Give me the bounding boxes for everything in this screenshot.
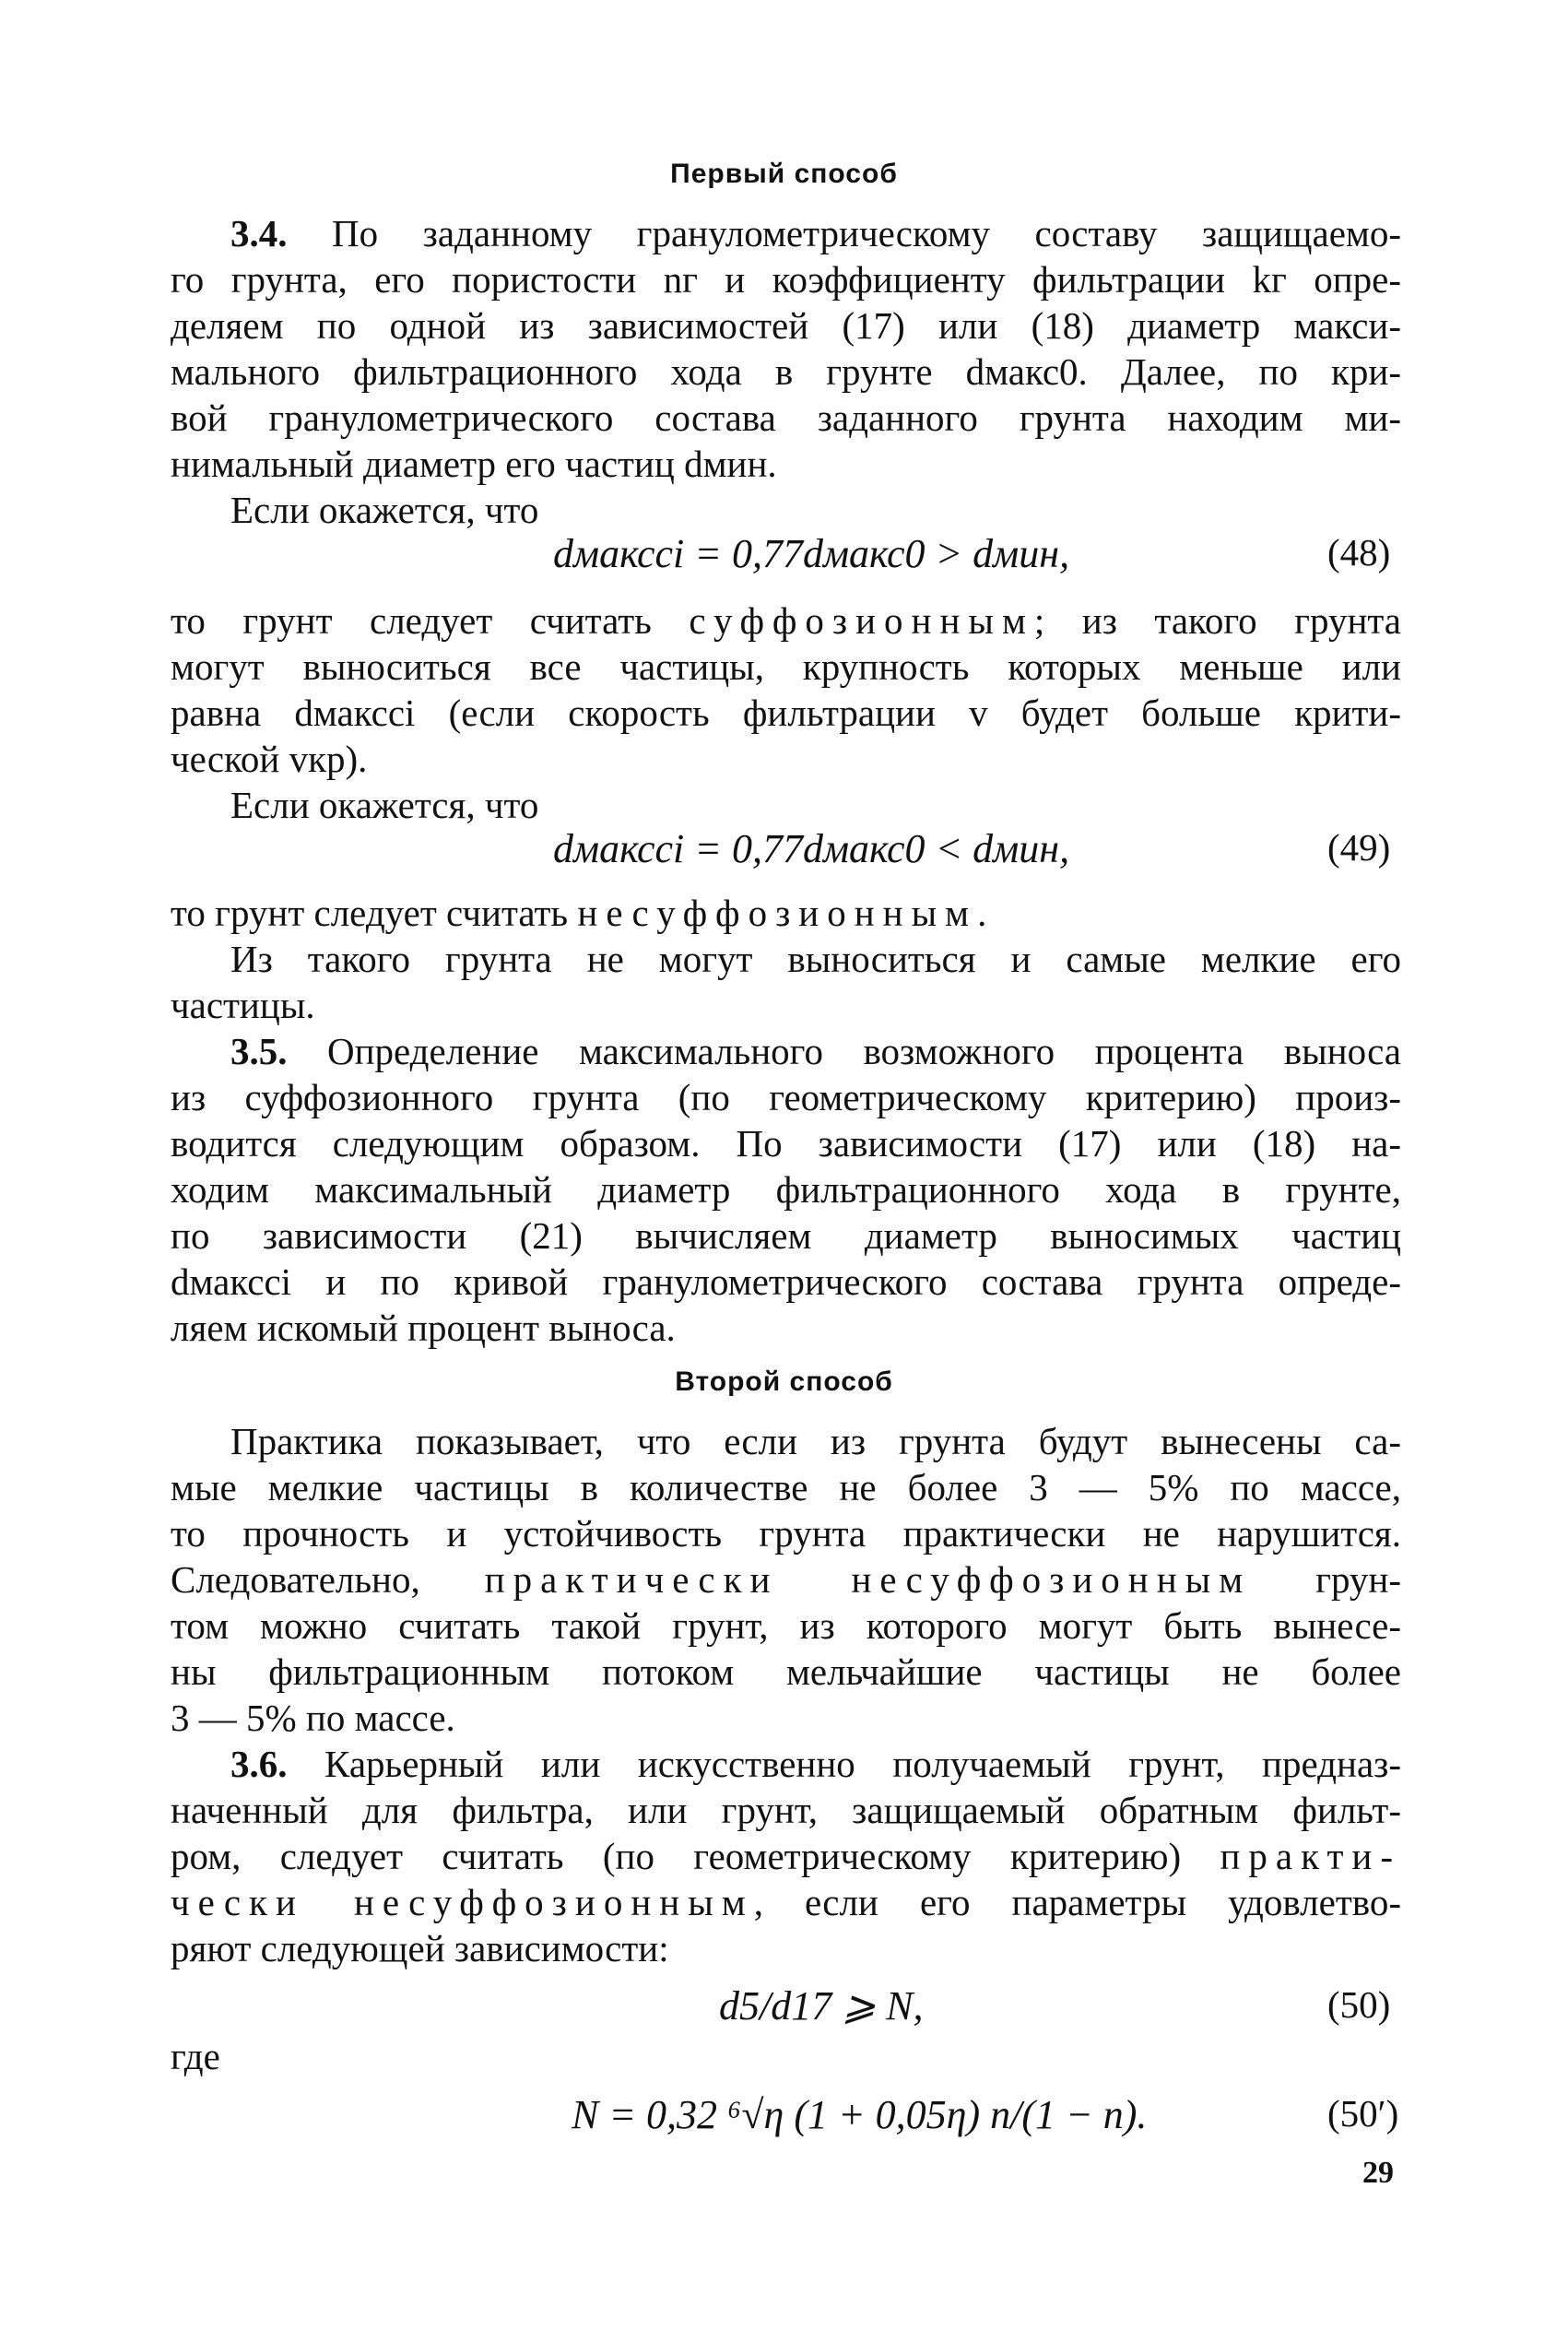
clause-number-3-4: 3.4. (230, 212, 288, 254)
section-heading-first-method: Первый способ (670, 159, 898, 189)
equation-50: d5/d17 ⩾ N, (719, 1983, 924, 2028)
after-49-line-2: Из такого грунта не могут выноситься и самые мелкие его (230, 938, 1401, 980)
after-48-line-2: могут выноситься все частицы, крупность которых меньше или (171, 645, 1401, 688)
paragraph-3-6-line-3: ром, следует считать (по геометрическому критерию) практи- (171, 1835, 1401, 1877)
equation-50-prime: N = 0,32 ⁶√η (1 + 0,05η) n/(1 − n). (572, 2092, 1148, 2137)
paragraph-3-4-line-5: вой гранулометрического состава заданного грунта находим ми- (171, 396, 1401, 439)
paragraph-3-5-line-5: по зависимости (21) вычисляем диаметр выносимых частиц (171, 1214, 1401, 1257)
practice-paragraph-line-7: 3 — 5% по массе. (171, 1697, 455, 1739)
paragraph-3-4-line-4: мального фильтрационного хода в грунте dмакс0. Далее, по кри- (171, 350, 1401, 393)
condition-text-2: Если окажется, что (230, 784, 539, 826)
emphasis-cheski-non-suffusion: чески несуффозионным (171, 1881, 754, 1923)
paragraph-3-6-line-2: наченный для фильтра, или грунт, защищаемый обратным фильт- (171, 1789, 1401, 1831)
clause-number-3-6: 3.6. (230, 1743, 288, 1785)
clause-number-3-5: 3.5. (230, 1030, 288, 1072)
emphasis-suffusion: суффозионным (689, 599, 1034, 642)
paragraph-3-4-line-6: нимальный диаметр его частиц dмин. (171, 443, 777, 485)
practice-paragraph-line-4: Следовательно, практически несуффозионным грун- (171, 1558, 1402, 1601)
paragraph-3-4-line-1: 3.4. По заданному гранулометрическому составу защищаемо- (230, 212, 1401, 254)
paragraph-3-5-line-6: dмаксci и по кривой гранулометрического состава грунта опреде- (171, 1260, 1401, 1303)
after-48-line-1: то грунт следует считать суффозионным; из такого грунта (171, 599, 1401, 642)
emphasis-non-suffusion: несуффозионным (577, 892, 978, 934)
where-label: где (171, 2035, 220, 2077)
emphasis-practi: практи- (1220, 1835, 1401, 1877)
equation-number-50-prime: (50′) (1327, 2092, 1399, 2135)
emphasis-practically-non-suffusion: практически несуффозионным (484, 1558, 1252, 1601)
section-heading-second-method: Второй способ (675, 1366, 893, 1397)
equation-49: dмаксci = 0,77dмакс0 < dмин, (553, 826, 1070, 871)
after-49-line-1: то грунт следует считать несуффозионным. (171, 892, 987, 934)
practice-paragraph-line-2: мые мелкие частицы в количестве не более 3 — 5% по массе, (171, 1466, 1401, 1508)
practice-paragraph-line-6: ны фильтрационным потоком мельчайшие частицы не более (171, 1650, 1401, 1693)
paragraph-3-5-line-1: 3.5. Определение максимального возможного процента выноса (230, 1030, 1401, 1072)
page-number: 29 (1362, 2156, 1394, 2190)
paragraph-3-5-line-7: ляем искомый процент выноса. (171, 1307, 676, 1349)
equation-number-48: (48) (1327, 531, 1391, 574)
paragraph-3-6-line-1: 3.6. Карьерный или искусственно получаемый грунт, предназ- (230, 1743, 1401, 1785)
paragraph-3-6-line-4: чески несуффозионным, если его параметры удовлетво- (171, 1881, 1401, 1923)
paragraph-3-5-line-3: водится следующим образом. По зависимости (17) или (18) на- (171, 1122, 1401, 1165)
after-48-line-4: ческой vкр). (171, 738, 368, 780)
paragraph-3-4-line-2: го грунта, его пористости nг и коэффициенту фильтрации kг опре- (171, 258, 1401, 301)
paragraph-3-5-line-2: из суффозионного грунта (по геометрическому критерию) произ- (171, 1076, 1401, 1118)
paragraph-3-4-line-3: деляем по одной из зависимостей (17) или (18) диаметр макси- (171, 304, 1401, 347)
practice-paragraph-line-5: том можно считать такой грунт, из которого могут быть вынесе- (171, 1604, 1401, 1647)
condition-text-1: Если окажется, что (230, 489, 539, 531)
equation-number-50: (50) (1327, 1983, 1391, 2026)
paragraph-3-5-line-4: ходим максимальный диаметр фильтрационного хода в грунте, (171, 1168, 1401, 1211)
practice-paragraph-line-3: то прочность и устойчивость грунта практически не нарушится. (171, 1512, 1401, 1555)
after-48-line-3: равна dмаксci (если скорость фильтрации v будет больше крити- (171, 692, 1401, 734)
paragraph-3-6-line-5: ряют следующей зависимости: (171, 1927, 669, 1969)
equation-number-49: (49) (1327, 826, 1391, 869)
after-49-line-3: частицы. (171, 984, 315, 1026)
equation-48: dмаксci = 0,77dмакс0 > dмин, (553, 531, 1070, 576)
practice-paragraph-line-1: Практика показывает, что если из грунта будут вынесены са- (230, 1420, 1401, 1462)
